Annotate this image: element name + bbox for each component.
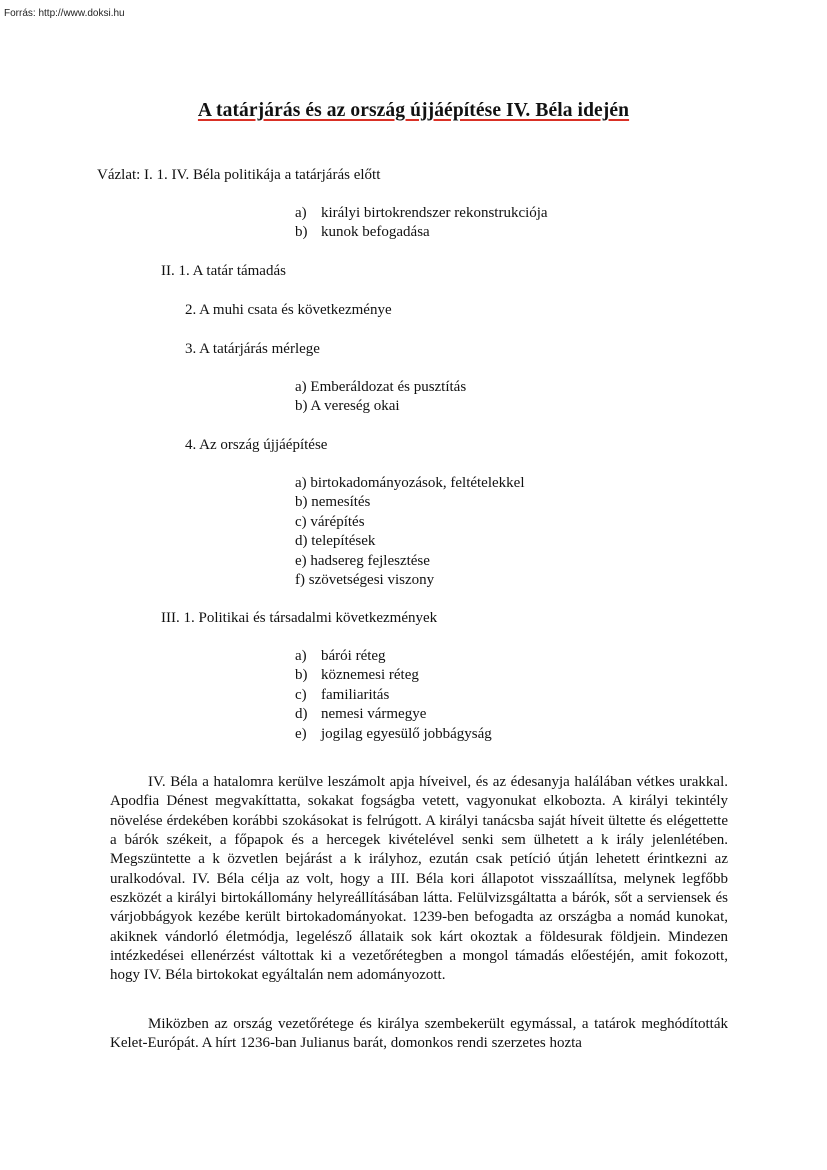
outline-section-2-2: 2. A muhi csata és következménye	[185, 302, 392, 318]
source-label[interactable]: Forrás: http://www.doksi.hu	[4, 8, 125, 19]
list-item	[295, 666, 492, 685]
list-marker: e)	[295, 725, 307, 742]
list-item-text: familiaritás	[321, 686, 390, 703]
list-item	[295, 686, 492, 705]
list-item: b) nemesítés	[295, 494, 371, 511]
outline-section-3: III. 1. Politikai és társadalmi következmények	[161, 610, 438, 626]
list-item: a) birtokadományozások, feltételekkel	[295, 475, 525, 491]
list-item	[295, 204, 548, 223]
page-title: A tatárjárás és az ország újjáépítése IV. Béla idején	[197, 100, 630, 121]
list-marker: b)	[295, 667, 308, 684]
list-marker: d)	[295, 706, 308, 723]
list-marker: c)	[295, 686, 307, 703]
list-item: a) Emberáldozat és pusztítás	[295, 379, 467, 395]
body-paragraph-2: Miközben az ország vezetőrétege és királya szembekerült egymással, a tatárok meghódították Kelet-Európát. A hírt 1236-ban Julianus barát, domonkos rendi szerzetes hozta	[110, 1016, 728, 1052]
list-item-text: jogilag egyesülő jobbágyság	[321, 725, 492, 742]
outline-section-2-3-list	[295, 378, 466, 417]
list-item: d) telepítések	[295, 533, 376, 550]
outline-section-2: II. 1. A tatár támadás	[161, 263, 286, 279]
outline-section-1-list	[295, 204, 548, 243]
body-paragraph-1: IV. Béla a hatalomra kerülve leszámolt apja híveivel, és az édesanyja halálában vétkes urakkal. Apodfia Dénest megvakíttatta, sokakat fogságba vetett, vagyonukat elkobozta. A királyi tekintély növelése érdekében korábbi szokásokat is felrúgott. A királyi tanácsba saját híveit ültette és elégettette a bárók székeit, a főpapok és a hercegek kivételével senki sem ülhetett a k irály jelenlétében. Megszüntette a k özvetlen bejárást a k irályhoz, ezután csak petíció útján lehetett érintkezni az uralkodóval. IV. Béla célja az volt, hogy a III. Béla kori állapotot visszaállítsa, melynek legfőbb eszközét a királyi birtokállomány helyreállításában látta. Felülvizsgáltatta a bárók, sőt a serviensek és várjobbágyok kezébe került birtokadományokat. 1239-ben befogadta az országba a nomád kunokat, akiknek vándorló életmódja, legelésző állataik sok kárt okoztak a földesurak földjein. Mindezen intézkedései ellenérzést váltottak ki a vezetőrétegben a mongol támadás előestéjén, amit fokozott, hogy IV. Béla birtokokat egyáltalán nem adományozott.	[110, 774, 728, 984]
list-item-text: kunok befogadása	[321, 224, 430, 241]
list-item-text: köznemesi réteg	[321, 667, 419, 684]
outline-section-2-4-list	[295, 474, 525, 590]
list-item	[295, 647, 492, 666]
list-item	[295, 725, 492, 744]
list-item: e) hadsereg fejlesztése	[295, 552, 430, 569]
list-item-text: bárói réteg	[321, 648, 386, 664]
list-item-text: királyi birtokrendszer rekonstrukciója	[321, 205, 548, 221]
list-item-text: nemesi vármegye	[321, 706, 427, 723]
list-item	[295, 705, 492, 724]
list-item	[295, 223, 548, 242]
list-marker: a)	[295, 648, 307, 664]
outline-section-2-3: 3. A tatárjárás mérlege	[185, 341, 320, 357]
list-marker: a)	[295, 205, 307, 221]
list-item: c) várépítés	[295, 513, 365, 530]
list-item: b) A vereség okai	[295, 398, 400, 415]
outline-section-2-4: 4. Az ország újjáépítése	[185, 437, 328, 453]
outline-section-3-list	[295, 647, 492, 744]
outline-heading: Vázlat: I. 1. IV. Béla politikája a tatárjárás előtt	[97, 167, 381, 183]
list-item: f) szövetségesi viszony	[295, 572, 435, 589]
list-marker: b)	[295, 224, 308, 241]
